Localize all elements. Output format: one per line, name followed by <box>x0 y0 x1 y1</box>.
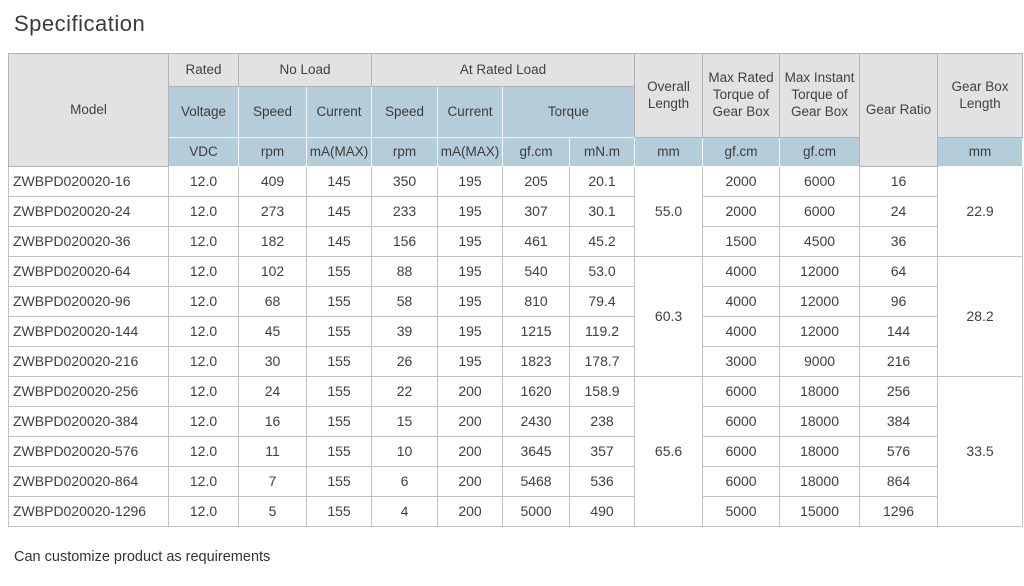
overall-length-header: Overall Length <box>635 54 703 138</box>
rated-voltage-cell: 12.0 <box>169 407 239 437</box>
table-row <box>9 197 1023 227</box>
torque-mnm-cell: 158.9 <box>570 377 635 407</box>
no-load-current-cell: 155 <box>307 317 372 347</box>
torque-mnm-cell: 178.7 <box>570 347 635 377</box>
max-instant-torque-cell: 6000 <box>780 167 860 197</box>
max-instant-torque-cell: 18000 <box>780 377 860 407</box>
rated-load-speed-cell: 15 <box>372 407 438 437</box>
table-row <box>9 287 1023 317</box>
gear-ratio-cell: 96 <box>860 287 938 317</box>
rated-load-current-header: Current <box>438 87 503 138</box>
gear-ratio-cell: 16 <box>860 167 938 197</box>
no-load-speed-cell: 45 <box>239 317 307 347</box>
rated-voltage-cell: 12.0 <box>169 377 239 407</box>
gear-ratio-cell: 36 <box>860 227 938 257</box>
no-load-speed-cell: 16 <box>239 407 307 437</box>
no-load-current-cell: 145 <box>307 227 372 257</box>
rated-load-speed-cell: 6 <box>372 467 438 497</box>
gear-ratio-cell: 144 <box>860 317 938 347</box>
rated-load-current-cell: 200 <box>438 437 503 467</box>
torque-gfcm-cell: 205 <box>503 167 570 197</box>
max-rated-torque-cell: 6000 <box>703 467 780 497</box>
torque-gfcm-cell: 1823 <box>503 347 570 377</box>
torque-mnm-cell: 45.2 <box>570 227 635 257</box>
torque-gfcm-cell: 1215 <box>503 317 570 347</box>
torque-mnm-cell: 20.1 <box>570 167 635 197</box>
rated-load-current-cell: 200 <box>438 497 503 527</box>
max-instant-torque-cell: 12000 <box>780 287 860 317</box>
overall-length-cell: 60.3 <box>635 257 703 377</box>
no-load-speed-unit: rpm <box>239 138 307 167</box>
table-row <box>9 377 1023 407</box>
rated-load-current-cell: 200 <box>438 407 503 437</box>
no-load-current-cell: 145 <box>307 167 372 197</box>
table-row <box>9 257 1023 287</box>
gear-box-length-cell: 28.2 <box>938 257 1023 377</box>
torque-mnm-unit: mN.m <box>570 138 635 167</box>
gear-ratio-cell: 384 <box>860 407 938 437</box>
max-rated-torque-cell: 2000 <box>703 167 780 197</box>
torque-gfcm-cell: 810 <box>503 287 570 317</box>
model-cell: ZWBPD020020-96 <box>9 287 169 317</box>
rated-load-speed-cell: 88 <box>372 257 438 287</box>
max-instant-torque-cell: 9000 <box>780 347 860 377</box>
rated-load-speed-cell: 4 <box>372 497 438 527</box>
rated-load-current-cell: 195 <box>438 257 503 287</box>
no-load-header: No Load <box>239 54 372 87</box>
torque-mnm-cell: 53.0 <box>570 257 635 287</box>
rated-load-current-unit: mA(MAX) <box>438 138 503 167</box>
model-cell: ZWBPD020020-144 <box>9 317 169 347</box>
gear-ratio-cell: 864 <box>860 467 938 497</box>
table-row <box>9 407 1023 437</box>
rated-load-speed-header: Speed <box>372 87 438 138</box>
rated-voltage-cell: 12.0 <box>169 287 239 317</box>
torque-mnm-cell: 79.4 <box>570 287 635 317</box>
table-row <box>9 467 1023 497</box>
torque-gfcm-cell: 307 <box>503 197 570 227</box>
no-load-current-cell: 155 <box>307 347 372 377</box>
gear-ratio-cell: 256 <box>860 377 938 407</box>
table-row <box>9 497 1023 527</box>
max-rated-torque-cell: 6000 <box>703 407 780 437</box>
max-instant-torque-cell: 12000 <box>780 317 860 347</box>
torque-gfcm-cell: 5468 <box>503 467 570 497</box>
spec-table-body <box>9 167 1023 527</box>
max-rated-torque-cell: 4000 <box>703 287 780 317</box>
no-load-speed-cell: 182 <box>239 227 307 257</box>
max-instant-torque-cell: 18000 <box>780 467 860 497</box>
gear-box-length-header: Gear Box Length <box>938 54 1023 138</box>
rated-load-speed-cell: 350 <box>372 167 438 197</box>
torque-mnm-cell: 119.2 <box>570 317 635 347</box>
model-header: Model <box>9 54 169 167</box>
table-row <box>9 347 1023 377</box>
rated-voltage-cell: 12.0 <box>169 197 239 227</box>
rated-voltage-cell: 12.0 <box>169 497 239 527</box>
gear-ratio-cell: 216 <box>860 347 938 377</box>
max-rated-torque-cell: 6000 <box>703 437 780 467</box>
no-load-current-cell: 155 <box>307 497 372 527</box>
specification-table <box>8 53 1023 527</box>
model-cell: ZWBPD020020-36 <box>9 227 169 257</box>
gear-ratio-cell: 24 <box>860 197 938 227</box>
no-load-current-cell: 155 <box>307 467 372 497</box>
model-cell: ZWBPD020020-16 <box>9 167 169 197</box>
voltage-unit: VDC <box>169 138 239 167</box>
overall-length-cell: 65.6 <box>635 377 703 527</box>
gear-box-length-cell: 33.5 <box>938 377 1023 527</box>
max-rated-torque-header: Max Rated Torque of Gear Box <box>703 54 780 138</box>
no-load-current-cell: 155 <box>307 377 372 407</box>
page-title: Specification <box>14 11 146 36</box>
max-instant-torque-unit: gf.cm <box>780 138 860 167</box>
torque-gfcm-cell: 461 <box>503 227 570 257</box>
gear-ratio-cell: 1296 <box>860 497 938 527</box>
max-instant-torque-cell: 12000 <box>780 257 860 287</box>
torque-header: Torque <box>503 87 635 138</box>
no-load-speed-cell: 409 <box>239 167 307 197</box>
no-load-current-header: Current <box>307 87 372 138</box>
model-cell: ZWBPD020020-864 <box>9 467 169 497</box>
max-instant-torque-cell: 6000 <box>780 197 860 227</box>
rated-load-current-cell: 200 <box>438 377 503 407</box>
torque-gfcm-cell: 3645 <box>503 437 570 467</box>
no-load-current-cell: 155 <box>307 287 372 317</box>
rated-load-current-cell: 195 <box>438 197 503 227</box>
max-rated-torque-cell: 5000 <box>703 497 780 527</box>
torque-gfcm-cell: 1620 <box>503 377 570 407</box>
gear-ratio-cell: 64 <box>860 257 938 287</box>
model-cell: ZWBPD020020-216 <box>9 347 169 377</box>
rated-load-current-cell: 195 <box>438 317 503 347</box>
rated-load-speed-cell: 26 <box>372 347 438 377</box>
max-rated-torque-unit: gf.cm <box>703 138 780 167</box>
overall-length-unit: mm <box>635 138 703 167</box>
model-cell: ZWBPD020020-576 <box>9 437 169 467</box>
max-rated-torque-cell: 4000 <box>703 257 780 287</box>
no-load-current-cell: 155 <box>307 257 372 287</box>
max-instant-torque-cell: 18000 <box>780 437 860 467</box>
rated-voltage-cell: 12.0 <box>169 437 239 467</box>
footer-note: Can customize product as requirements <box>14 549 271 565</box>
rated-voltage-cell: 12.0 <box>169 467 239 497</box>
model-cell: ZWBPD020020-24 <box>9 197 169 227</box>
spec-table-header <box>9 54 1023 167</box>
max-rated-torque-cell: 6000 <box>703 377 780 407</box>
rated-voltage-cell: 12.0 <box>169 167 239 197</box>
model-cell: ZWBPD020020-256 <box>9 377 169 407</box>
rated-voltage-cell: 12.0 <box>169 227 239 257</box>
gear-ratio-cell: 576 <box>860 437 938 467</box>
rated-load-speed-cell: 22 <box>372 377 438 407</box>
no-load-current-unit: mA(MAX) <box>307 138 372 167</box>
rated-load-current-cell: 195 <box>438 287 503 317</box>
rated-load-current-cell: 195 <box>438 227 503 257</box>
no-load-current-cell: 145 <box>307 197 372 227</box>
no-load-speed-cell: 11 <box>239 437 307 467</box>
table-row <box>9 167 1023 197</box>
at-rated-load-header: At Rated Load <box>372 54 635 87</box>
gear-box-length-unit: mm <box>938 138 1023 167</box>
max-rated-torque-cell: 2000 <box>703 197 780 227</box>
torque-mnm-cell: 490 <box>570 497 635 527</box>
no-load-speed-cell: 5 <box>239 497 307 527</box>
torque-mnm-cell: 30.1 <box>570 197 635 227</box>
no-load-speed-cell: 24 <box>239 377 307 407</box>
rated-load-speed-unit: rpm <box>372 138 438 167</box>
torque-mnm-cell: 536 <box>570 467 635 497</box>
rated-load-speed-cell: 156 <box>372 227 438 257</box>
model-cell: ZWBPD020020-384 <box>9 407 169 437</box>
model-cell: ZWBPD020020-64 <box>9 257 169 287</box>
table-row <box>9 437 1023 467</box>
no-load-speed-cell: 30 <box>239 347 307 377</box>
no-load-current-cell: 155 <box>307 437 372 467</box>
table-row <box>9 317 1023 347</box>
no-load-current-cell: 155 <box>307 407 372 437</box>
rated-load-current-cell: 195 <box>438 167 503 197</box>
max-instant-torque-header: Max Instant Torque of Gear Box <box>780 54 860 138</box>
max-rated-torque-cell: 3000 <box>703 347 780 377</box>
gear-ratio-header: Gear Ratio <box>860 54 938 167</box>
rated-load-speed-cell: 10 <box>372 437 438 467</box>
max-instant-torque-cell: 18000 <box>780 407 860 437</box>
rated-load-speed-cell: 39 <box>372 317 438 347</box>
rated-load-current-cell: 195 <box>438 347 503 377</box>
rated-header: Rated <box>169 54 239 87</box>
rated-voltage-cell: 12.0 <box>169 317 239 347</box>
no-load-speed-cell: 7 <box>239 467 307 497</box>
gear-box-length-cell: 22.9 <box>938 167 1023 257</box>
no-load-speed-header: Speed <box>239 87 307 138</box>
torque-gfcm-unit: gf.cm <box>503 138 570 167</box>
torque-mnm-cell: 238 <box>570 407 635 437</box>
rated-load-speed-cell: 58 <box>372 287 438 317</box>
torque-gfcm-cell: 5000 <box>503 497 570 527</box>
table-row <box>9 227 1023 257</box>
rated-voltage-cell: 12.0 <box>169 257 239 287</box>
overall-length-cell: 55.0 <box>635 167 703 257</box>
torque-gfcm-cell: 2430 <box>503 407 570 437</box>
rated-load-current-cell: 200 <box>438 467 503 497</box>
rated-voltage-cell: 12.0 <box>169 347 239 377</box>
no-load-speed-cell: 68 <box>239 287 307 317</box>
no-load-speed-cell: 102 <box>239 257 307 287</box>
max-rated-torque-cell: 4000 <box>703 317 780 347</box>
no-load-speed-cell: 273 <box>239 197 307 227</box>
rated-load-speed-cell: 233 <box>372 197 438 227</box>
model-cell: ZWBPD020020-1296 <box>9 497 169 527</box>
voltage-header: Voltage <box>169 87 239 138</box>
torque-gfcm-cell: 540 <box>503 257 570 287</box>
max-rated-torque-cell: 1500 <box>703 227 780 257</box>
max-instant-torque-cell: 15000 <box>780 497 860 527</box>
header-row-groups <box>9 54 1023 87</box>
max-instant-torque-cell: 4500 <box>780 227 860 257</box>
torque-mnm-cell: 357 <box>570 437 635 467</box>
